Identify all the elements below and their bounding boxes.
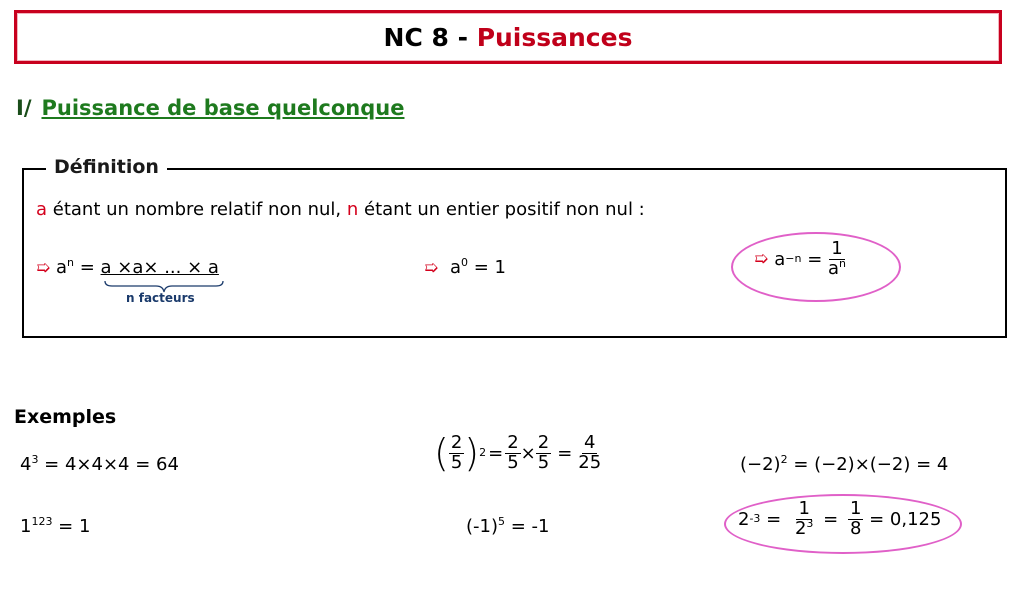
ex6-d1-exp: 3 bbox=[806, 516, 814, 530]
ex5-rhs: = -1 bbox=[505, 516, 550, 537]
ex3-rhs: = (−2)×(−2) = 4 bbox=[787, 454, 949, 475]
ex1-base: 4 bbox=[20, 454, 32, 475]
ex1-rhs: = 4×4×4 = 64 bbox=[38, 454, 179, 475]
example-3 bbox=[740, 454, 948, 475]
ex6-f1 bbox=[795, 500, 813, 539]
rule-power-negative: ➯ a −n = $\frac{1}{a^n}$ bbox=[754, 238, 847, 279]
title-prefix: NC 8 - bbox=[383, 22, 477, 52]
example-6: 2 -3 = $\frac{1}{2^3}$ = $\frac{1}{8}$ = 0,125 bbox=[738, 498, 942, 539]
ex3-base: (−2) bbox=[740, 454, 781, 475]
ex3-exp: 2 bbox=[780, 453, 788, 466]
ex6-f2 bbox=[848, 500, 863, 539]
ex2-rd: 25 bbox=[578, 451, 602, 473]
rule3-den-exp: n bbox=[839, 256, 847, 270]
ex6-d1 bbox=[794, 516, 814, 539]
rule-power-n bbox=[36, 257, 219, 278]
rule3-base: a bbox=[774, 248, 786, 270]
ex4-base: 1 bbox=[20, 516, 32, 537]
brace-label: n facteurs bbox=[126, 291, 195, 305]
ex2-f1n: 2 bbox=[507, 432, 519, 453]
ex6-base: 2 bbox=[738, 508, 750, 530]
definition-intro bbox=[36, 199, 645, 220]
section-number: I/ bbox=[16, 96, 32, 120]
ex1-exp: 3 bbox=[31, 453, 39, 466]
var-n: n bbox=[346, 199, 359, 220]
rule-power-zero bbox=[424, 257, 506, 278]
ex2-den: 5 bbox=[450, 451, 463, 473]
ex2-rn: 4 bbox=[584, 432, 596, 453]
ex4-exp: 123 bbox=[31, 515, 53, 528]
intro-text-1: étant un nombre relatif non nul, bbox=[47, 199, 347, 220]
rule3-fraction bbox=[828, 240, 846, 279]
ex2-num: 2 bbox=[450, 432, 463, 453]
section-heading bbox=[16, 96, 404, 120]
rule3-den-base: a bbox=[828, 257, 840, 279]
ex6-result: = 0,125 bbox=[863, 508, 942, 530]
page-title-box bbox=[14, 10, 1002, 64]
ex2-times: × bbox=[520, 442, 536, 464]
ex6-d1-base: 2 bbox=[794, 517, 807, 539]
title-highlight: Puissances bbox=[476, 22, 633, 52]
example-4 bbox=[20, 516, 90, 537]
arrow-icon: ➯ bbox=[754, 249, 769, 270]
ex2-result bbox=[578, 434, 601, 473]
rule2-rhs: = 1 bbox=[468, 257, 506, 278]
left-paren: ( bbox=[434, 431, 449, 476]
ex2-fraction bbox=[449, 434, 464, 473]
ex2-f2d: 5 bbox=[537, 451, 550, 473]
ex2-f2n: 2 bbox=[537, 432, 550, 453]
example-2: ( $\frac{2}{5}$ ) 2 = $\frac{2}{5}$ × $\frac{2}{5}$ = $\frac{4}{25}$ bbox=[434, 431, 602, 476]
rule1-product: a ×a× ... × a bbox=[100, 257, 219, 278]
ex2-f1d: 5 bbox=[507, 451, 519, 473]
ex2-f1 bbox=[505, 434, 520, 473]
section-label: Puissance de base quelconque bbox=[41, 96, 405, 120]
ex2-eq1: = bbox=[488, 442, 504, 464]
rule2-exp: 0 bbox=[461, 256, 469, 269]
ex4-rhs: = 1 bbox=[52, 516, 91, 537]
rule3-eq: = bbox=[801, 248, 829, 270]
ex5-base: (-1) bbox=[466, 516, 498, 537]
right-paren: ) bbox=[464, 431, 480, 476]
arrow-icon: ➯ bbox=[36, 258, 51, 278]
ex6-n2: 1 bbox=[849, 498, 862, 519]
ex6-eq2: = bbox=[817, 508, 844, 530]
ex2-eq2: = bbox=[557, 442, 573, 464]
intro-text-2: étant un entier positif non nul : bbox=[358, 199, 645, 220]
rule1-exp: n bbox=[67, 256, 74, 269]
rule3-den bbox=[828, 256, 847, 279]
rule3-num: 1 bbox=[831, 238, 843, 259]
ex6-d2: 8 bbox=[849, 517, 862, 539]
definition-label: Définition bbox=[46, 156, 167, 178]
var-a: a bbox=[36, 199, 48, 220]
arrow-icon: ➯ bbox=[424, 258, 439, 278]
rule2-base: a bbox=[449, 257, 462, 278]
ex6-eq1: = bbox=[760, 508, 787, 530]
ex2-f2 bbox=[536, 434, 551, 473]
rule1-eq: = bbox=[74, 257, 101, 278]
example-5 bbox=[466, 516, 549, 537]
examples-heading: Exemples bbox=[14, 406, 117, 428]
rule1-base: a bbox=[55, 257, 68, 278]
ex5-exp: 5 bbox=[498, 515, 505, 528]
example-1 bbox=[20, 454, 179, 475]
ex6-n1: 1 bbox=[798, 498, 810, 519]
